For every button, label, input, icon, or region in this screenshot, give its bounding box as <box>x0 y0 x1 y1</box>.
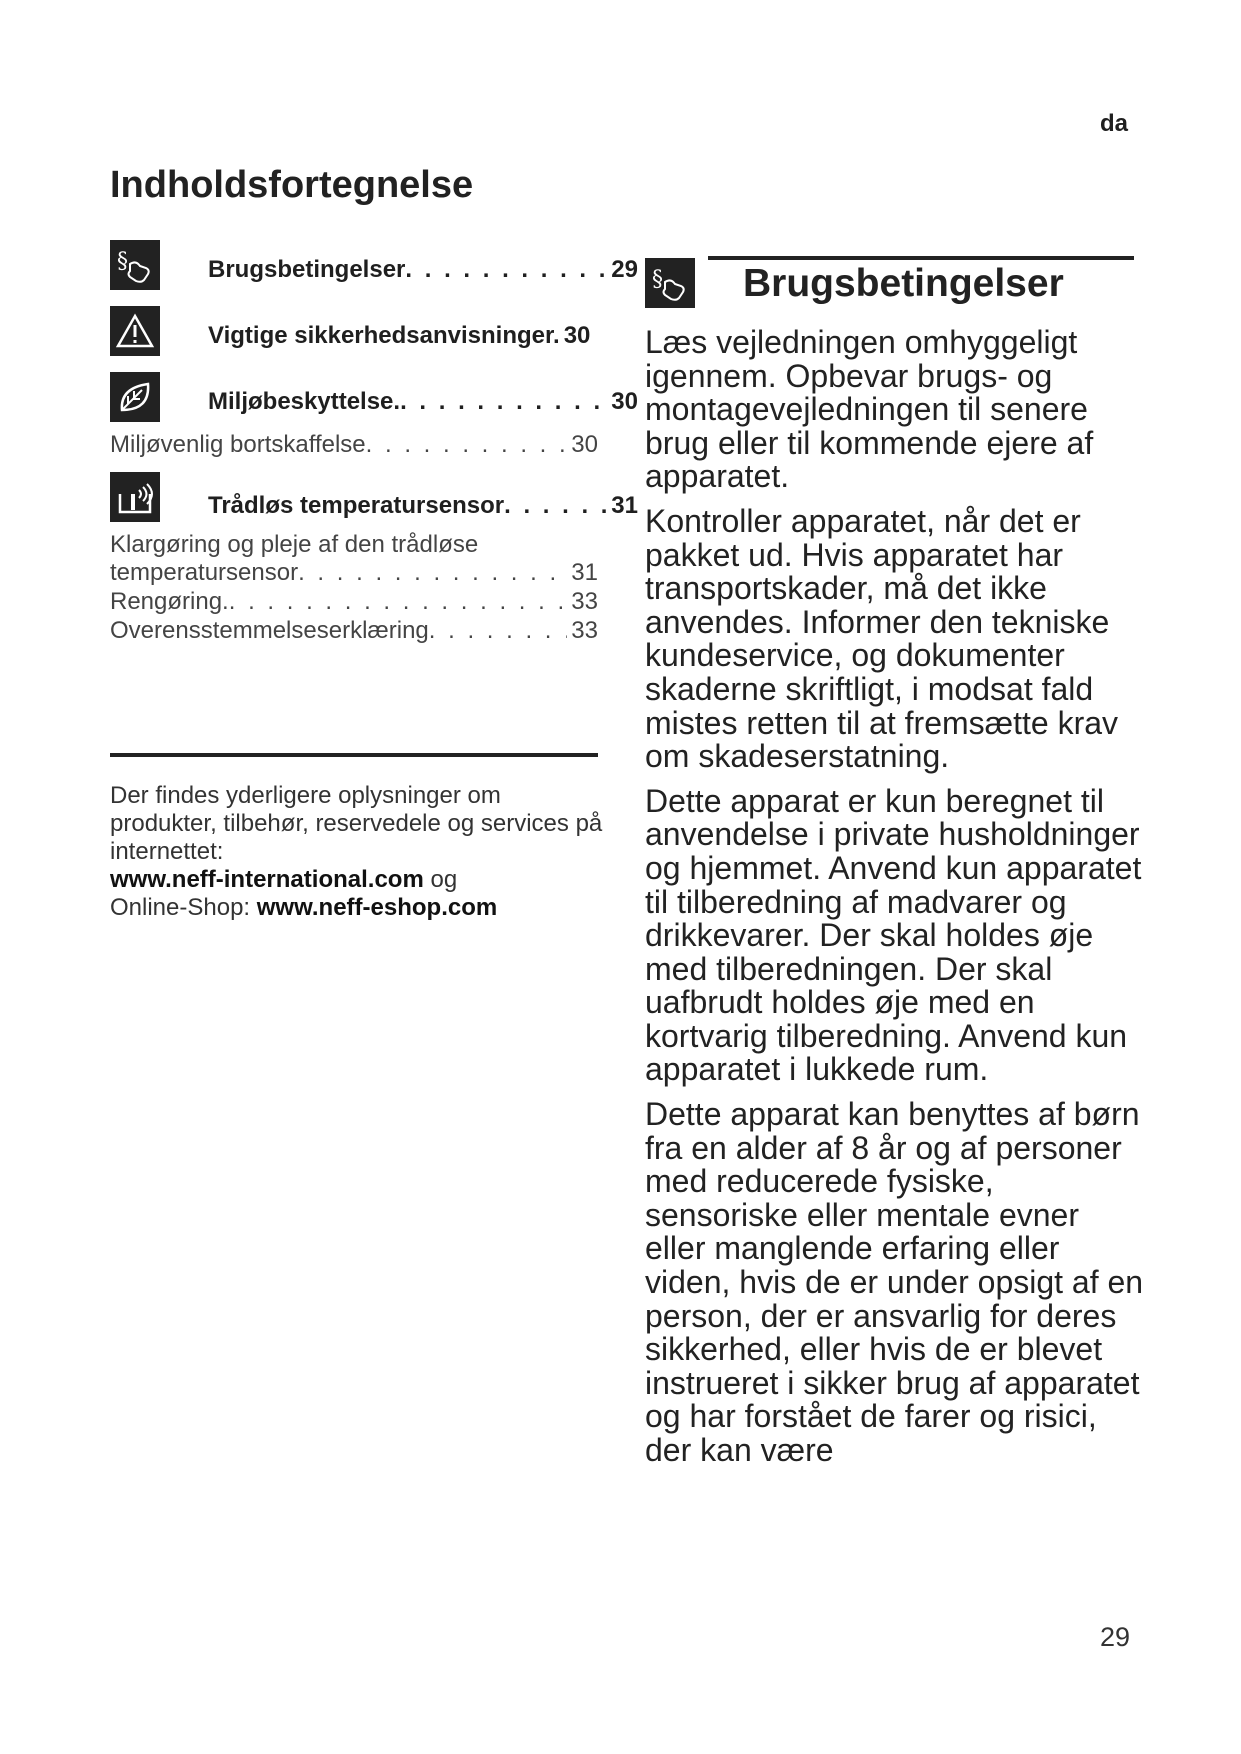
toc-subentry-page: 30 <box>571 431 598 458</box>
toc-subentry-label: Rengøring. <box>110 588 229 615</box>
body-paragraph: Dette apparat kan benyttes af børn fra en alder af 8 år og af personer med reducerede fysiske, sensoriske eller mentale evner eller manglende erfaring eller viden, hvis de er under opsigt af en person, der er ansvarlig for deres sikkerhed, eller hvis de er blevet instrueret i sikker brug af apparatet og har forstået de farer og risici, der kan være <box>645 1096 1144 1468</box>
body-paragraph: Kontroller apparatet, når det er pakket ud. Hvis apparatet har transportskader, må det ikke anvendes. Informer den tekniske kundeservice, og dokumenter skaderne skriftligt, i modsat fald mistes retten til at fremsætte krav om skadeserstatning. <box>645 502 1119 775</box>
toc-subentry-page: 31 <box>571 559 598 586</box>
toc-entry-page: 30 <box>611 388 638 415</box>
toc-subentry-page: 33 <box>571 588 598 615</box>
toc-entry[interactable] <box>208 322 638 350</box>
toc-leader <box>229 588 568 616</box>
page-number: 29 <box>1100 1622 1131 1652</box>
body-paragraph: Dette apparat er kun beregnet til anvendelse i private husholdninger og hjemmet. Anvend kun apparatet til tilberedning af madvarer og drikkevarer. Der skal holdes øje med tilberedningen. Der skal uafbrudt holdes øje med en kortvarig tilberedning. Anvend kun apparatet i lukkede rum. <box>645 782 1142 1088</box>
toc-entry-label: Trådløs temperatursensor <box>208 492 505 519</box>
toc-leader <box>366 431 568 459</box>
toc-subentry-label: Overensstemmelseserklæring <box>110 617 429 644</box>
leaf-icon <box>110 372 160 422</box>
info-og: og <box>430 866 458 893</box>
toc-entry-page: 30 <box>563 322 591 349</box>
toc-subentry-label: Miljøvenlig bortskaffelse <box>110 431 366 458</box>
toc-entry-page: 29 <box>611 256 638 283</box>
toc-subentry[interactable] <box>110 431 598 459</box>
paragraph-hand-icon <box>110 240 160 290</box>
shop-label: Online-Shop: <box>110 894 251 921</box>
svg-text:§: § <box>117 249 128 274</box>
toc-entry-label: Brugsbetingelser <box>208 256 406 283</box>
body-paragraph: Læs vejledningen omhyggeligt igennem. Opbevar brugs- og montagevejledningen til senere brug eller til kommende ejere af apparatet. <box>645 324 1094 495</box>
paragraph-hand-icon <box>645 258 695 308</box>
info-block <box>110 782 610 922</box>
toc-entry-page: 31 <box>611 492 638 519</box>
toc-subentry-label: temperatursensor <box>110 559 299 586</box>
wireless-sensor-icon <box>110 472 160 522</box>
toc-subentry[interactable] <box>110 617 598 645</box>
info-text: Der findes yderligere oplysninger om produkter, tilbehør, reservedele og services på internettet: <box>110 782 603 865</box>
shop-link[interactable]: www.neff-eshop.com <box>256 894 498 921</box>
toc-entry-label: Vigtige sikkerhedsanvisninger. <box>208 322 560 349</box>
toc-entry[interactable] <box>208 388 638 416</box>
toc-leader <box>405 256 607 284</box>
toc-leader <box>504 492 607 520</box>
svg-text:§: § <box>652 267 663 292</box>
toc-leader <box>429 617 568 645</box>
website-link[interactable]: www.neff-international.com <box>110 866 424 893</box>
toc-entry-label: Miljøbeskyttelse. <box>208 388 401 415</box>
toc-subentry[interactable] <box>110 559 598 587</box>
section-body <box>645 326 1145 1479</box>
toc-entry[interactable] <box>208 492 638 520</box>
divider <box>110 753 598 757</box>
toc-leader <box>400 388 607 416</box>
section-rule <box>708 256 1134 260</box>
section-heading: Brugsbetingelser <box>743 262 1064 305</box>
toc-subentry-line1: Klargøring og pleje af den trådløse <box>110 531 479 558</box>
toc-leader <box>298 559 567 587</box>
toc-subentry[interactable] <box>110 588 598 616</box>
warning-triangle-icon <box>110 306 160 356</box>
toc-subentry-page: 33 <box>571 617 598 644</box>
toc-title: Indholdsfortegnelse <box>110 164 474 206</box>
toc-entry[interactable] <box>208 256 638 284</box>
language-code: da <box>1100 110 1129 137</box>
